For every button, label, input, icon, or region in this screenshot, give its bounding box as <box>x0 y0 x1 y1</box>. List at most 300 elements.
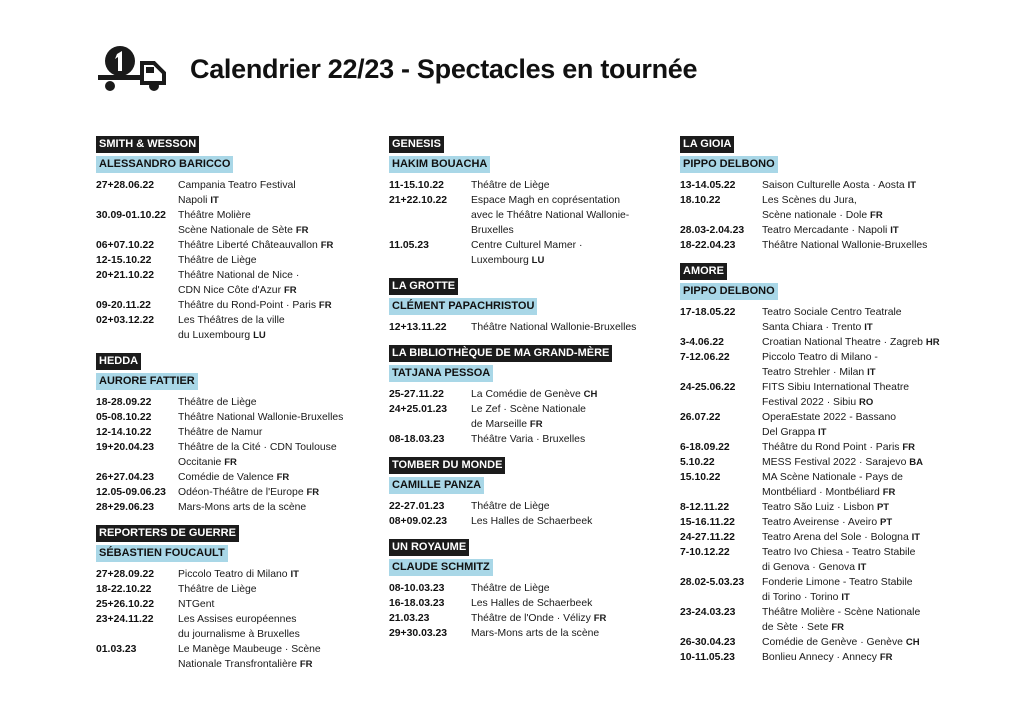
venue-text: Festival 2022 · Sibiu <box>762 397 857 408</box>
country-code: IT <box>911 532 921 543</box>
tour-venue <box>178 298 358 313</box>
country-code: CH <box>583 389 598 400</box>
tour-venue <box>178 253 358 268</box>
country-code: CH <box>905 637 920 648</box>
tour-venue <box>762 515 942 530</box>
country-code: FR <box>318 300 332 311</box>
venue-line <box>762 395 942 410</box>
tour-date-row <box>96 178 358 208</box>
country-code: FR <box>320 240 334 251</box>
show-section <box>389 276 651 335</box>
tour-date: 26.07.22 <box>680 412 721 423</box>
tour-date-row <box>96 395 358 410</box>
tour-venue <box>762 350 942 380</box>
show-section <box>389 537 651 641</box>
venue-text: Théâtre du Rond-Point · Paris <box>178 300 317 311</box>
tour-date: 3-4.06.22 <box>680 337 724 348</box>
tour-venue <box>178 238 358 253</box>
tour-date-row <box>389 514 651 529</box>
tour-date-row <box>389 499 651 514</box>
tour-date-row <box>680 193 942 223</box>
venue-text: Saison Culturelle Aosta · Aosta <box>762 180 905 191</box>
section-header <box>96 134 358 173</box>
venue-text: Teatro São Luiz · Lisbon <box>762 502 875 513</box>
venue-text: Théâtre National Wallonie-Bruxelles <box>178 412 344 423</box>
venue-line <box>471 611 651 626</box>
venue-text: Piccolo Teatro di Milano <box>178 569 288 580</box>
venue-line <box>178 223 358 238</box>
venue-line <box>178 597 358 612</box>
venue-text: Théâtre de la Cité · CDN Toulouse <box>178 442 337 453</box>
venue-text: FITS Sibiu International Theatre <box>762 382 910 393</box>
section-header <box>96 523 358 562</box>
venue-line <box>178 238 358 253</box>
venue-line <box>178 612 358 627</box>
venue-line <box>762 425 942 440</box>
venue-line <box>178 627 358 642</box>
venue-line <box>762 380 942 395</box>
country-code: FR <box>902 442 916 453</box>
country-code: FR <box>306 487 320 498</box>
tour-venue <box>762 238 942 253</box>
country-code: FR <box>529 419 543 430</box>
venue-text: Les Assises européennes <box>178 614 297 625</box>
venue-text: Le Manège Maubeuge · Scène <box>178 644 321 655</box>
country-code: FR <box>224 457 237 468</box>
country-code: FR <box>870 210 883 221</box>
venue-text: MESS Festival 2022 · Sarajevo <box>762 457 907 468</box>
tour-date-row <box>96 298 358 313</box>
venue-text: Théâtre Liberté Châteauvallon <box>178 240 318 251</box>
tour-date-row <box>96 582 358 597</box>
tour-date-row <box>680 350 942 380</box>
venue-line <box>762 590 942 605</box>
venue-text: di Genova · Genova <box>762 562 855 573</box>
venue-text: Les Halles de Schaerbeek <box>471 598 593 609</box>
venue-line <box>178 500 358 515</box>
show-author: HAKIM BOUACHA <box>389 156 490 173</box>
tour-date: 15-16.11.22 <box>680 517 735 528</box>
tour-date-row <box>96 485 358 500</box>
venue-text: Santa Chiara · Trento <box>762 322 862 333</box>
venue-text: Luxembourg <box>471 255 529 266</box>
tour-date: 25-27.11.22 <box>389 389 444 400</box>
venue-line <box>762 620 942 635</box>
tour-date: 15.10.22 <box>680 472 721 483</box>
country-code: IT <box>841 592 850 603</box>
show-title: LA GROTTE <box>389 278 458 295</box>
tour-venue <box>762 605 942 635</box>
venue-line <box>471 417 651 432</box>
tour-date: 08+09.02.23 <box>389 516 448 527</box>
venue-text: Mars-Mons arts de la scène <box>471 628 600 639</box>
venue-line <box>762 178 942 193</box>
tour-venue <box>471 402 651 432</box>
country-code: PT <box>880 517 893 528</box>
tour-date: 7-10.12.22 <box>680 547 730 558</box>
tour-venue <box>178 410 358 425</box>
tour-date: 02+03.12.22 <box>96 315 155 326</box>
show-section <box>389 455 651 529</box>
section-header <box>389 276 651 315</box>
venue-line <box>178 298 358 313</box>
section-header <box>389 134 651 173</box>
show-author: ALESSANDRO BARICCO <box>96 156 233 173</box>
show-section <box>96 523 358 672</box>
venue-line <box>471 432 651 447</box>
venue-text: Théâtre National de Nice · <box>178 270 300 281</box>
tour-venue <box>178 208 358 238</box>
venue-line <box>762 485 942 500</box>
tour-date-row <box>96 500 358 515</box>
country-code: IT <box>867 367 876 378</box>
venue-text: Les Halles de Schaerbeek <box>471 516 593 527</box>
venue-text: Centre Culturel Mamer · <box>471 240 583 251</box>
tour-date-row <box>96 410 358 425</box>
tour-date-row <box>389 178 651 193</box>
venue-text: Théâtre de Liège <box>178 255 257 266</box>
tour-date-row <box>680 515 942 530</box>
venue-text: de Sète · Sete <box>762 622 829 633</box>
tour-date-row <box>389 626 651 641</box>
tour-date-row <box>96 642 358 672</box>
tour-date: 22-27.01.23 <box>389 501 445 512</box>
venue-line <box>178 455 358 470</box>
page-title: Calendrier 22/23 - Spectacles en tournée <box>190 53 698 84</box>
venue-text: Théâtre de l'Onde · Vélizy <box>471 613 591 624</box>
venue-line <box>178 485 358 500</box>
venue-line <box>762 223 942 238</box>
show-author: AURORE FATTIER <box>96 373 198 390</box>
tour-date: 6-18.09.22 <box>680 442 730 453</box>
venue-line <box>178 313 358 328</box>
venue-line <box>471 208 651 223</box>
tour-date-row <box>680 635 942 650</box>
venue-text: MA Scène Nationale - Pays de <box>762 472 903 483</box>
tour-date: 8-12.11.22 <box>680 502 730 513</box>
tour-date: 26-30.04.23 <box>680 637 736 648</box>
venue-text: Théâtre de Liège <box>471 583 550 594</box>
tour-date: 20+21.10.22 <box>96 270 155 281</box>
venue-line <box>762 350 942 365</box>
venue-text: Théâtre Molière <box>178 210 251 221</box>
tour-venue <box>762 500 942 515</box>
venue-text: Teatro Ivo Chiesa - Teatro Stabile <box>762 547 916 558</box>
tour-date-row <box>96 425 358 440</box>
tour-venue <box>762 530 942 545</box>
tour-date-row <box>680 238 942 253</box>
tour-date: 26+27.04.23 <box>96 472 155 483</box>
venue-line <box>178 328 358 343</box>
tour-date-row <box>680 178 942 193</box>
venue-line <box>471 499 651 514</box>
show-section <box>680 134 942 253</box>
page-header <box>96 44 697 94</box>
tour-date-row <box>389 238 651 268</box>
country-code: IT <box>890 225 899 236</box>
tour-date: 25+26.10.22 <box>96 599 155 610</box>
tour-date-row <box>96 268 358 298</box>
venue-line <box>762 530 942 545</box>
venue-text: NTGent <box>178 599 215 610</box>
show-title: REPORTERS DE GUERRE <box>96 525 239 542</box>
venue-text: Teatro Aveirense · Aveiro <box>762 517 878 528</box>
tour-date-row <box>680 605 942 635</box>
tour-venue <box>762 223 942 238</box>
venue-line <box>178 253 358 268</box>
venue-line <box>762 440 942 455</box>
tour-date: 28+29.06.23 <box>96 502 155 513</box>
venue-line <box>471 238 651 253</box>
venue-text: La Comédie de Genève <box>471 389 581 400</box>
country-code: IT <box>210 195 219 206</box>
tour-date: 27+28.09.22 <box>96 569 155 580</box>
tour-date-row <box>680 530 942 545</box>
tour-date-row <box>389 193 651 238</box>
tour-date-row <box>680 335 942 350</box>
tour-date-row <box>680 650 942 665</box>
venue-line <box>762 470 942 485</box>
tour-date-row <box>680 410 942 440</box>
show-title: GENESIS <box>389 136 444 153</box>
country-code: FR <box>593 613 607 624</box>
venue-line <box>178 582 358 597</box>
venue-text: du Luxembourg <box>178 330 251 341</box>
tour-date-row <box>96 253 358 268</box>
venue-line <box>762 365 942 380</box>
tour-venue <box>762 410 942 440</box>
country-code: BA <box>909 457 924 468</box>
venue-line <box>178 178 358 193</box>
section-header <box>96 351 358 390</box>
venue-line <box>762 305 942 320</box>
tour-venue <box>471 596 651 611</box>
country-code: HR <box>925 337 940 348</box>
venue-line <box>762 500 942 515</box>
show-author: CLÉMENT PAPACHRISTOU <box>389 298 537 315</box>
tour-venue <box>178 425 358 440</box>
venue-text: Occitanie <box>178 457 222 468</box>
venue-line <box>762 545 942 560</box>
venue-line <box>178 567 358 582</box>
venue-text: Mars-Mons arts de la scène <box>178 502 307 513</box>
venue-text: Teatro Arena del Sole · Bologna <box>762 532 909 543</box>
tour-date: 28.02-5.03.23 <box>680 577 745 588</box>
venue-line <box>762 635 942 650</box>
venue-line <box>178 193 358 208</box>
country-code: LU <box>531 255 545 266</box>
tour-venue <box>471 432 651 447</box>
show-author: CLAUDE SCHMITZ <box>389 559 493 576</box>
country-code: IT <box>818 427 827 438</box>
venue-text: Comédie de Genève · Genève <box>762 637 903 648</box>
tour-venue <box>178 612 358 642</box>
venue-line <box>178 283 358 298</box>
tour-date: 12-15.10.22 <box>96 255 152 266</box>
venue-line <box>178 425 358 440</box>
venue-text: OperaEstate 2022 - Bassano <box>762 412 897 423</box>
venue-line <box>471 223 651 238</box>
tour-date-row <box>680 500 942 515</box>
venue-text: Le Zef · Scène Nationale <box>471 404 586 415</box>
tour-date-row <box>96 208 358 238</box>
venue-line <box>762 605 942 620</box>
show-title: HEDDA <box>96 353 141 370</box>
tour-date-row <box>96 313 358 343</box>
venue-line <box>178 470 358 485</box>
venue-text: Théâtre de Liège <box>178 397 257 408</box>
tour-date-row <box>96 440 358 470</box>
show-section <box>96 351 358 515</box>
tour-date: 09-20.11.22 <box>96 300 151 311</box>
tour-date-row <box>389 320 651 335</box>
tour-date-row <box>389 387 651 402</box>
tour-venue <box>762 455 942 470</box>
venue-line <box>762 193 942 208</box>
country-code: FR <box>295 225 309 236</box>
venue-text: Bruxelles <box>471 225 514 236</box>
venue-text: Bonlieu Annecy · Annecy <box>762 652 877 663</box>
show-author: PIPPO DELBONO <box>680 283 778 300</box>
venue-line <box>762 650 942 665</box>
tour-date-row <box>96 470 358 485</box>
country-code: IT <box>907 180 917 191</box>
tour-date: 11.05.23 <box>389 240 429 251</box>
venue-line <box>178 440 358 455</box>
tour-date: 05-08.10.22 <box>96 412 152 423</box>
tour-venue <box>471 499 651 514</box>
venue-line <box>471 626 651 641</box>
tour-venue <box>471 387 651 402</box>
venue-line <box>762 560 942 575</box>
tour-date: 12.05-09.06.23 <box>96 487 166 498</box>
venue-line <box>762 238 942 253</box>
tour-date: 13-14.05.22 <box>680 180 736 191</box>
tour-date: 16-18.03.23 <box>389 598 445 609</box>
tour-date-row <box>389 581 651 596</box>
venue-text: Théâtre de Liège <box>178 584 257 595</box>
tour-date-row <box>96 597 358 612</box>
tour-venue <box>178 567 358 582</box>
tour-venue <box>762 575 942 605</box>
venue-text: Scène Nationale de Sète <box>178 225 293 236</box>
venue-text: Nationale Transfrontalière <box>178 659 297 670</box>
venue-line <box>471 514 651 529</box>
country-code: RO <box>859 397 874 408</box>
show-title: AMORE <box>680 263 727 280</box>
tour-date: 24-27.11.22 <box>680 532 735 543</box>
column-middle <box>389 134 651 649</box>
tour-date-row <box>680 545 942 575</box>
tour-venue <box>471 193 651 238</box>
venue-text: Théâtre du Rond Point · Paris <box>762 442 900 453</box>
tour-venue <box>762 178 942 193</box>
tour-date: 18-28.09.22 <box>96 397 152 408</box>
tour-venue <box>762 545 942 575</box>
show-section <box>680 261 942 665</box>
tour-date: 24+25.01.23 <box>389 404 448 415</box>
tour-venue <box>762 305 942 335</box>
tour-venue <box>471 514 651 529</box>
tour-venue <box>762 650 942 665</box>
venue-text: Théâtre National Wallonie-Bruxelles <box>762 240 928 251</box>
tour-date: 30.09-01.10.22 <box>96 210 166 221</box>
tour-date: 21.03.23 <box>389 613 430 624</box>
venue-line <box>762 208 942 223</box>
venue-text: Campania Teatro Festival <box>178 180 296 191</box>
venue-text: Teatro Mercadante · Napoli <box>762 225 888 236</box>
venue-text: Napoli <box>178 195 208 206</box>
show-title: LA BIBLIOTHÈQUE DE MA GRAND-MÈRE <box>389 345 612 362</box>
venue-line <box>762 410 942 425</box>
tour-date-row <box>680 223 942 238</box>
show-title: UN ROYAUME <box>389 539 469 556</box>
tour-venue <box>178 440 358 470</box>
tour-venue <box>762 440 942 455</box>
venue-line <box>762 515 942 530</box>
venue-text: de Marseille <box>471 419 528 430</box>
venue-text: du journalisme à Bruxelles <box>178 629 300 640</box>
venue-line <box>178 657 358 672</box>
venue-line <box>471 596 651 611</box>
tour-venue <box>471 626 651 641</box>
tour-date: 01.03.23 <box>96 644 137 655</box>
tour-venue <box>178 470 358 485</box>
show-section <box>389 134 651 268</box>
section-header <box>680 261 942 300</box>
venue-line <box>178 208 358 223</box>
tour-venue <box>762 380 942 410</box>
tour-date: 06+07.10.22 <box>96 240 155 251</box>
show-title: SMITH & WESSON <box>96 136 199 153</box>
section-header <box>389 537 651 576</box>
tour-date: 29+30.03.23 <box>389 628 448 639</box>
show-author: SÉBASTIEN FOUCAULT <box>96 545 228 562</box>
venue-text: avec le Théâtre National Wallonie- <box>471 210 630 221</box>
tour-venue <box>471 178 651 193</box>
venue-line <box>471 402 651 417</box>
tour-date: 28.03-2.04.23 <box>680 225 745 236</box>
venue-line <box>471 253 651 268</box>
show-title: TOMBER DU MONDE <box>389 457 505 474</box>
venue-text: Théâtre de Namur <box>178 427 263 438</box>
venue-text: Montbéliard · Montbéliard <box>762 487 880 498</box>
tour-date: 08-10.03.23 <box>389 583 445 594</box>
tour-date-row <box>680 575 942 605</box>
tour-venue <box>762 335 942 350</box>
country-code: LU <box>253 330 266 341</box>
tour-date: 23+24.11.22 <box>96 614 154 625</box>
tour-date: 27+28.06.22 <box>96 180 155 191</box>
tour-venue <box>471 320 651 335</box>
tour-date: 21+22.10.22 <box>389 195 448 206</box>
tour-venue <box>178 582 358 597</box>
venue-line <box>471 320 651 335</box>
tour-venue <box>471 611 651 626</box>
tour-venue <box>178 395 358 410</box>
country-code: FR <box>879 652 893 663</box>
tour-venue <box>762 470 942 500</box>
venue-line <box>178 395 358 410</box>
tour-venue <box>178 313 358 343</box>
tour-date: 23-24.03.23 <box>680 607 736 618</box>
tour-date-row <box>680 455 942 470</box>
tour-date: 19+20.04.23 <box>96 442 155 453</box>
show-section <box>96 134 358 343</box>
venue-text: Théâtre Varia · Bruxelles <box>471 434 586 445</box>
tour-date: 18-22.10.22 <box>96 584 152 595</box>
country-code: FR <box>882 487 896 498</box>
